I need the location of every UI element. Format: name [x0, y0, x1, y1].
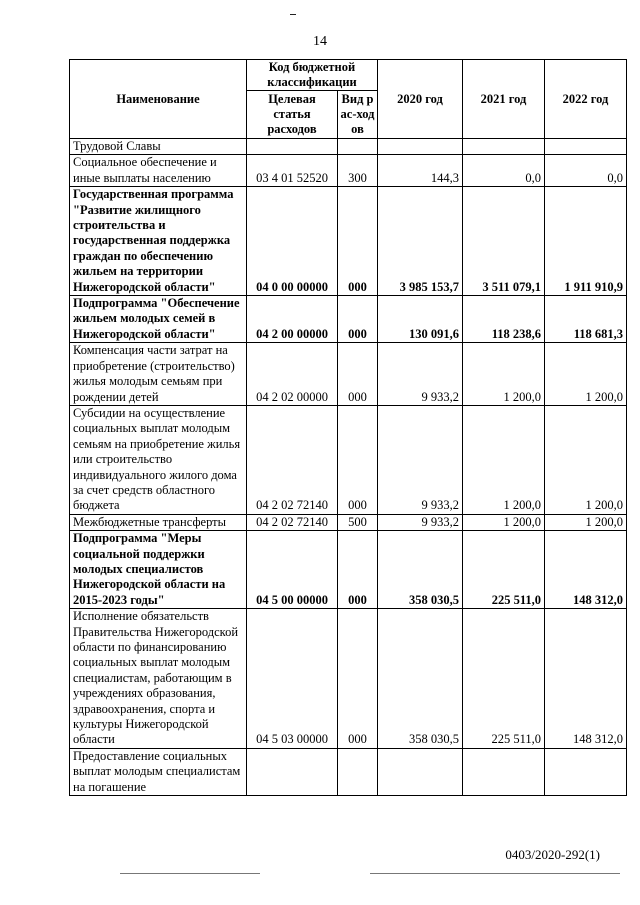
- row-code: 04 5 03 00000: [247, 609, 338, 749]
- row-type: 000: [338, 296, 378, 343]
- row-2021: 225 511,0: [463, 609, 545, 749]
- row-2021: 1 200,0: [463, 405, 545, 514]
- row-2022: 148 312,0: [545, 531, 627, 609]
- header-code-group: Код бюджетной классификации: [247, 60, 378, 91]
- row-type: 000: [338, 531, 378, 609]
- table-row: [70, 187, 627, 296]
- scan-mark: [290, 14, 296, 15]
- row-2022: 1 200,0: [545, 405, 627, 514]
- row-2020: 9 933,2: [378, 343, 463, 406]
- budget-table: [69, 59, 627, 796]
- row-2020: [378, 748, 463, 795]
- row-2020: [378, 139, 463, 155]
- row-name: Подпрограмма "Обеспечение жильем молодых семей в Нижегородской области": [70, 296, 247, 343]
- row-2022: 1 911 910,9: [545, 187, 627, 296]
- row-code: 04 2 02 72140: [247, 405, 338, 514]
- row-2021: [463, 748, 545, 795]
- document-number-footer: 0403/2020-292(1): [505, 847, 600, 862]
- scan-mark: [370, 873, 620, 874]
- row-2020: 9 933,2: [378, 405, 463, 514]
- page-number: 14: [313, 34, 327, 49]
- row-2020: 3 985 153,7: [378, 187, 463, 296]
- table-row: [70, 343, 627, 406]
- scan-mark: [120, 873, 260, 874]
- header-target: Целевая статья расходов: [247, 91, 338, 139]
- row-type: 000: [338, 609, 378, 749]
- row-2022: 118 681,3: [545, 296, 627, 343]
- row-name: Социальное обеспечение и иные выплаты населению: [70, 155, 247, 187]
- row-code: [247, 139, 338, 155]
- row-2022: [545, 748, 627, 795]
- table-row: [70, 609, 627, 749]
- row-2021: 1 200,0: [463, 514, 545, 530]
- row-code: 04 0 00 00000: [247, 187, 338, 296]
- row-2022: 0,0: [545, 155, 627, 187]
- row-2020: 130 091,6: [378, 296, 463, 343]
- row-type: 000: [338, 343, 378, 406]
- row-code: [247, 748, 338, 795]
- table-row: [70, 531, 627, 609]
- row-2021: 118 238,6: [463, 296, 545, 343]
- row-type: [338, 748, 378, 795]
- row-type: 300: [338, 155, 378, 187]
- row-code: 04 2 02 00000: [247, 343, 338, 406]
- row-2021: 0,0: [463, 155, 545, 187]
- row-2021: [463, 139, 545, 155]
- table-row: [70, 748, 627, 795]
- row-2022: 1 200,0: [545, 514, 627, 530]
- header-2022: 2022 год: [545, 60, 627, 139]
- row-type: 000: [338, 187, 378, 296]
- row-type: 000: [338, 405, 378, 514]
- row-name: Межбюджетные трансферты: [70, 514, 247, 530]
- header-name: Наименование: [70, 60, 247, 139]
- row-name: Компенсация части затрат на приобретение (строительство) жилья молодым семьям при рождении детей: [70, 343, 247, 406]
- row-2020: 358 030,5: [378, 609, 463, 749]
- row-code: 04 2 00 00000: [247, 296, 338, 343]
- row-name: Трудовой Славы: [70, 139, 247, 155]
- header-2020: 2020 год: [378, 60, 463, 139]
- row-2020: 144,3: [378, 155, 463, 187]
- header-type: Вид рас-ходов: [338, 91, 378, 139]
- row-2022: [545, 139, 627, 155]
- row-name: Исполнение обязательств Правительства Нижегородской области по финансированию социальных выплат молодым специалистам, работающим в учреждениях образования, здравоохранения, спорта и культуры Нижегородской области: [70, 609, 247, 749]
- row-2022: 148 312,0: [545, 609, 627, 749]
- row-code: 03 4 01 52520: [247, 155, 338, 187]
- row-2020: 9 933,2: [378, 514, 463, 530]
- row-2021: 1 200,0: [463, 343, 545, 406]
- table-row: [70, 155, 627, 187]
- row-2021: 225 511,0: [463, 531, 545, 609]
- table-row: [70, 139, 627, 155]
- table-row: [70, 514, 627, 530]
- row-code: 04 5 00 00000: [247, 531, 338, 609]
- row-code: 04 2 02 72140: [247, 514, 338, 530]
- header-2021: 2021 год: [463, 60, 545, 139]
- row-type: 500: [338, 514, 378, 530]
- row-type: [338, 139, 378, 155]
- row-name: Подпрограмма "Меры социальной поддержки молодых специалистов Нижегородской области на 2015-2023 годы": [70, 531, 247, 609]
- row-2021: 3 511 079,1: [463, 187, 545, 296]
- row-name: Государственная программа "Развитие жилищного строительства и государственная поддержка граждан по обеспечению жильем на территории Нижегородской области": [70, 187, 247, 296]
- row-2020: 358 030,5: [378, 531, 463, 609]
- row-name: Предоставление социальных выплат молодым специалистам на погашение: [70, 748, 247, 795]
- table-row: [70, 296, 627, 343]
- row-name: Субсидии на осуществление социальных выплат молодым семьям на приобретение жилья или строительство индивидуального жилого дома за счет средств областного бюджета: [70, 405, 247, 514]
- table-row: [70, 405, 627, 514]
- row-2022: 1 200,0: [545, 343, 627, 406]
